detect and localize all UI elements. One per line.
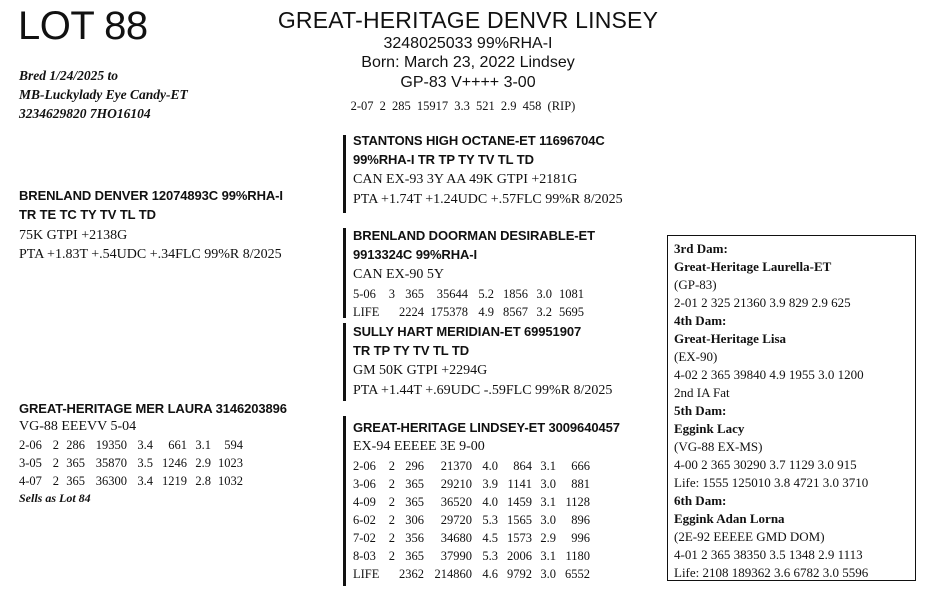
record-cell: 4-09 (353, 495, 376, 509)
record-cell: 3.1 (195, 438, 211, 452)
record-cell: 365 (405, 287, 424, 301)
sire-name: BRENLAND DENVER 12074893C 99%RHA-I (19, 188, 283, 203)
animal-name: GREAT-HERITAGE DENVR LINSEY (277, 7, 659, 33)
record-cell: LIFE (353, 305, 380, 319)
record-cell: 3.2 (536, 305, 552, 319)
record-cell: 29210 (440, 477, 472, 491)
record-cell: 5.3 (482, 513, 498, 527)
record-cell: 365 (405, 549, 424, 563)
record-cell: 2 (388, 495, 395, 509)
dam-dam-classification: EX-94 EEEEE 3E 9-00 (353, 439, 485, 454)
record-cell: 3 (388, 287, 395, 301)
record-cell: 3.1 (540, 549, 556, 563)
record-cell: 7-02 (353, 531, 376, 545)
record-cell: 29720 (440, 513, 472, 527)
record-cell: 2 (52, 474, 59, 488)
record-row (353, 493, 594, 511)
record-cell: 1573 (507, 531, 532, 545)
extended-pedigree-box (667, 235, 916, 581)
record-row (353, 565, 594, 583)
record-cell: 2362 (399, 567, 424, 581)
dam-sire-bar (343, 323, 346, 401)
pedigree-detail: (VG-88 EX-MS) (674, 439, 763, 454)
record-cell: 2006 (507, 549, 532, 563)
record-cell: 1565 (507, 513, 532, 527)
record-cell: 2-06 (353, 459, 376, 473)
record-cell: 2 (388, 513, 395, 527)
record-cell: 896 (571, 513, 590, 527)
record-cell: 1141 (507, 477, 532, 491)
record-cell: 6552 (565, 567, 590, 581)
sire-dam-name: BRENLAND DOORMAN DESIRABLE-ET (353, 228, 595, 243)
pedigree-heading: 4th Dam: (674, 313, 727, 328)
pedigree-detail: 4-02 2 365 39840 4.9 1955 3.0 1200 (674, 367, 864, 382)
record-row (353, 529, 594, 547)
sire-sire-block (353, 131, 623, 210)
dam-dam-records (353, 457, 594, 583)
animal-score: GP-83 V++++ 3-00 (400, 74, 536, 91)
pedigree-heading: 6th Dam: (674, 493, 727, 508)
record-cell: 35870 (95, 456, 127, 470)
sire-sire-traits: 99%RHA-I TR TP TY TV TL TD (353, 152, 534, 167)
record-cell: 3.1 (540, 495, 556, 509)
record-cell: 4.0 (482, 459, 498, 473)
record-row (353, 511, 594, 529)
record-cell: 2.8 (195, 474, 211, 488)
record-cell (385, 565, 399, 583)
record-cell: 2 (52, 438, 59, 452)
record-cell: 881 (571, 477, 590, 491)
record-cell: 2 (388, 459, 395, 473)
record-row (353, 303, 588, 321)
record-cell: 9792 (507, 567, 532, 581)
record-cell: 3.9 (482, 477, 498, 491)
dam-block (19, 399, 287, 506)
record-cell: 3-06 (353, 477, 376, 491)
record-cell: 5.2 (478, 287, 494, 301)
dam-dam-bar (343, 416, 346, 586)
sire-dam-bar (343, 228, 346, 318)
record-cell: 37990 (440, 549, 472, 563)
sire-sire-name: STANTONS HIGH OCTANE-ET 11696704C (353, 133, 605, 148)
record-cell: 4.0 (482, 495, 498, 509)
record-cell: 5.3 (482, 549, 498, 563)
record-cell: 8567 (503, 305, 528, 319)
pedigree-heading: Eggink Lacy (674, 421, 745, 436)
bred-date: Bred 1/24/2025 to (19, 68, 119, 83)
pedigree-heading: Eggink Adan Lorna (674, 511, 785, 526)
pedigree-detail: 4-01 2 365 38350 3.5 1348 2.9 1113 (674, 547, 863, 562)
bred-sire-name: MB-Luckylady Eye Candy-ET (19, 87, 188, 102)
record-row (353, 547, 594, 565)
record-cell: 286 (66, 438, 85, 452)
pedigree-detail: (GP-83) (674, 277, 717, 292)
record-cell: 3.0 (536, 287, 552, 301)
record-cell: 3.4 (137, 474, 153, 488)
lot-number: LOT 88 (18, 4, 148, 48)
record-cell: 2.9 (195, 456, 211, 470)
pedigree-detail: Life: 1555 125010 3.8 4721 3.0 3710 (674, 475, 869, 490)
sire-sire-bar (343, 135, 346, 213)
dam-name: GREAT-HERITAGE MER LAURA 3146203896 (19, 401, 287, 416)
sire-dam-classification: CAN EX-90 5Y (353, 267, 444, 282)
record-cell: 4.5 (482, 531, 498, 545)
sire-sire-pta: PTA +1.74T +1.24UDC +.57FLC 99%R 8/2025 (353, 192, 623, 207)
pedigree-heading: Great-Heritage Lisa (674, 331, 787, 346)
pedigree-detail: 4-00 2 365 30290 3.7 1129 3.0 915 (674, 457, 857, 472)
record-cell: 864 (513, 459, 532, 473)
animal-record: 2-07 2 285 15917 3.3 521 2.9 458 (RIP) (350, 99, 576, 113)
record-cell: 2-06 (19, 438, 42, 452)
record-cell: 214860 (434, 567, 472, 581)
record-cell: 21370 (440, 459, 472, 473)
record-cell: 594 (224, 438, 243, 452)
record-cell: 296 (405, 459, 424, 473)
record-cell: 35644 (436, 287, 468, 301)
sire-traits: TR TE TC TY TV TL TD (19, 207, 156, 222)
record-cell: 365 (66, 474, 85, 488)
record-cell: 1180 (565, 549, 590, 563)
record-cell: 1081 (559, 287, 584, 301)
pedigree-detail: (2E-92 EEEEE GMD DOM) (674, 529, 825, 544)
record-row (353, 285, 588, 303)
record-cell: 4.9 (478, 305, 494, 319)
record-cell: 365 (405, 477, 424, 491)
dam-sire-traits: TR TP TY TV TL TD (353, 343, 470, 358)
pedigree-heading: 5th Dam: (674, 403, 727, 418)
record-cell: 365 (66, 456, 85, 470)
record-cell: 356 (405, 531, 424, 545)
animal-registration: 3248025033 99%RHA-I (383, 35, 553, 52)
record-cell: 2 (388, 531, 395, 545)
record-cell: 34680 (440, 531, 472, 545)
record-cell: 3.0 (540, 567, 556, 581)
record-cell: 175378 (430, 305, 468, 319)
record-cell: 2 (52, 456, 59, 470)
record-row (353, 457, 594, 475)
record-cell (385, 303, 399, 321)
record-cell: 666 (571, 459, 590, 473)
record-cell: 1023 (218, 456, 243, 470)
animal-born: Born: March 23, 2022 Lindsey (361, 54, 575, 71)
sire-dam-records (353, 285, 588, 321)
record-cell: LIFE (353, 567, 380, 581)
sells-note: Sells as Lot 84 (19, 491, 91, 505)
bred-sire-reg: 3234629820 7HO16104 (19, 106, 151, 121)
record-cell: 3.0 (540, 477, 556, 491)
record-cell: 3.4 (137, 438, 153, 452)
dam-sire-name: SULLY HART MERIDIAN-ET 69951907 (353, 324, 582, 339)
record-cell: 3.5 (137, 456, 153, 470)
record-cell: 8-03 (353, 549, 376, 563)
dam-sire-block (353, 322, 612, 401)
record-cell: 2 (388, 549, 395, 563)
record-cell: 1856 (503, 287, 528, 301)
record-row (353, 475, 594, 493)
sire-pta: PTA +1.83T +.54UDC +.34FLC 99%R 8/2025 (19, 247, 282, 262)
record-cell: 4-07 (19, 474, 42, 488)
pedigree-detail: (EX-90) (674, 349, 718, 364)
sire-sire-classification: CAN EX-93 3Y AA 49K GTPI +2181G (353, 172, 578, 187)
record-cell: 2224 (399, 305, 424, 319)
record-cell: 3-05 (19, 456, 42, 470)
record-cell: 36520 (440, 495, 472, 509)
record-cell: 36300 (95, 474, 127, 488)
record-cell: 996 (571, 531, 590, 545)
sire-dam-block (353, 226, 595, 321)
pedigree-detail: 2-01 2 325 21360 3.9 829 2.9 625 (674, 295, 851, 310)
pedigree-detail: Life: 2108 189362 3.6 6782 3.0 5596 (674, 565, 869, 580)
record-cell: 1219 (162, 474, 187, 488)
record-cell: 1128 (565, 495, 590, 509)
record-cell: 661 (168, 438, 187, 452)
record-row (19, 454, 247, 472)
animal-header (0, 0, 936, 120)
record-cell: 4.6 (482, 567, 498, 581)
sire-dam-reg: 9913324C 99%RHA-I (353, 247, 478, 262)
dam-sire-pta: PTA +1.44T +.69UDC -.59FLC 99%R 8/2025 (353, 383, 613, 398)
record-row (19, 472, 247, 490)
record-cell: 1459 (507, 495, 532, 509)
sire-block (19, 186, 283, 264)
record-cell: 2 (388, 477, 395, 491)
record-cell: 1032 (218, 474, 243, 488)
dam-dam-name: GREAT-HERITAGE LINDSEY-ET 3009640457 (353, 420, 620, 435)
dam-dam-block (353, 418, 620, 583)
record-cell: 365 (405, 495, 424, 509)
record-row (19, 436, 247, 454)
pedigree-heading: 3rd Dam: (674, 241, 728, 256)
dam-sire-genomic: GM 50K GTPI +2294G (353, 363, 488, 378)
record-cell: 306 (405, 513, 424, 527)
record-cell: 5695 (559, 305, 584, 319)
record-cell: 19350 (95, 438, 127, 452)
dam-classification: VG-88 EEEVV 5-04 (19, 419, 137, 434)
record-cell: 2.9 (540, 531, 556, 545)
record-cell: 5-06 (353, 287, 376, 301)
pedigree-heading: Great-Heritage Laurella-ET (674, 259, 832, 274)
record-cell: 3.0 (540, 513, 556, 527)
record-cell: 1246 (162, 456, 187, 470)
sire-genomic: 75K GTPI +2138G (19, 228, 128, 243)
record-cell: 6-02 (353, 513, 376, 527)
pedigree-detail: 2nd IA Fat (674, 385, 730, 400)
record-cell: 3.1 (540, 459, 556, 473)
dam-records (19, 436, 247, 490)
